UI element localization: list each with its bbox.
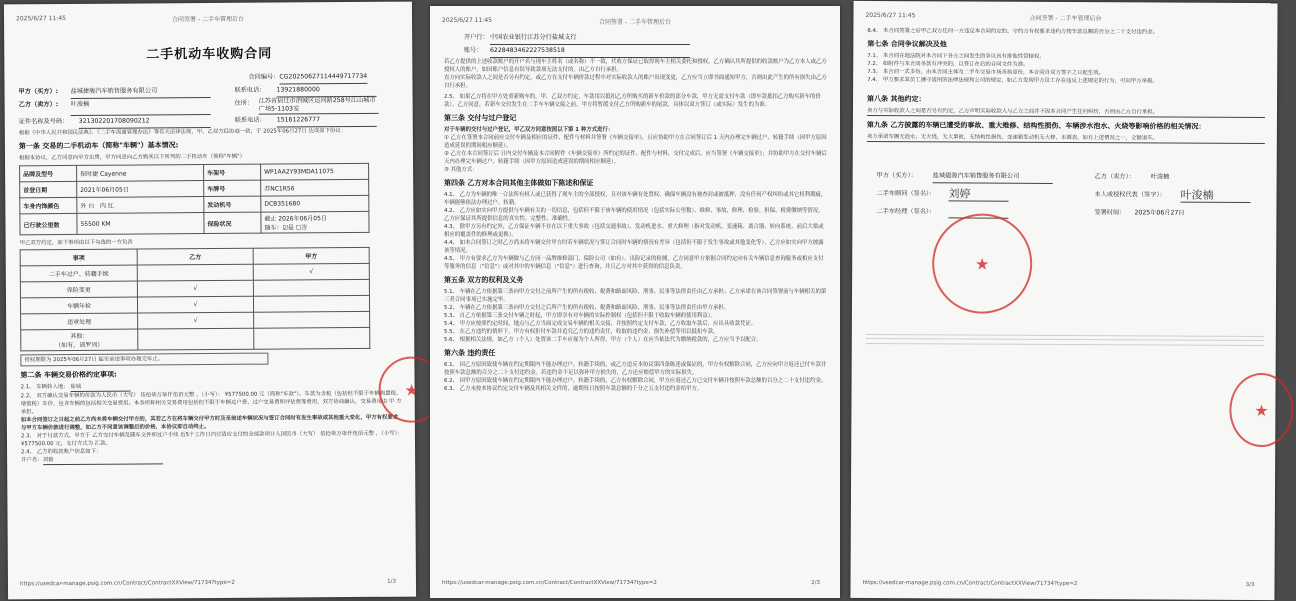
clause-item: 7.4、 甲方要求其员工遵守适用的法律法规和公司的规定，如乙方发现甲方员工存在违反上述规定的行为，可向甲方举报。 — [867, 76, 1158, 85]
section-5-title: 第五条 双方的权利及义务 — [444, 276, 524, 284]
clause-item: 4.4、 如本合同签订之时乙方尚未将车辆交付甲方时若车辆状况与签订合同时车辆的情况有差异（包括但不限于发生事故或其他变化等），乙方应如实向甲方披露该等情况。 — [444, 240, 824, 254]
clause-item: 6.2、 因甲方原因致使车辆在约定期限内不能办理过户、转籍手续的，乙方有权解除合同，甲方应返还乙方已交付车辆并按照车款总额的百分之二十支付违约金。 — [444, 378, 827, 384]
clause-2-4: 2.4、 乙方的收款账户信息如下： — [21, 448, 102, 456]
account-value: 6228483462227538518 — [490, 45, 690, 58]
clause-item: 4.5、 甲方有要求乙方为车辆做与乙方同一品牌维修部门、保险公司（如有）、出险记录的检测，乙方同意甲方依据合同约定向有关车辆信息查询服务或相应支付等服务的信息（"信息"）或对其中的车辆信息（"信息"）进行查询，并且乙方对其中获得的信息负责。 — [444, 256, 824, 270]
party-b-phone: 15161226777 — [277, 114, 377, 128]
duty-header-0: 事项 — [20, 249, 137, 266]
clause-item: 7.3、 本合同一式多份，由本合同主体及二手车交易市场各执壹份，本合同自双方签字之日起生效。 — [867, 68, 1104, 77]
vehicle-table — [19, 163, 369, 235]
clause-item: 5.1、 车辆在乙方依据第三条向甲方交付之前所产生的所有税收、税费和路面风险、刑事、民事等法律责任由乙方承担；乙方承诺在该合同签署前与车辆相关的第三者合同事项已实施完毕。 — [444, 289, 827, 303]
contract-no: CG20250627114449717734 — [279, 71, 367, 85]
color-label: 车身内饰颜色 — [20, 197, 77, 213]
party-b-address: 江苏省宿迁市泗城区运河路258号江山城市广场5-1103室 — [259, 97, 379, 115]
clause-6-4: 6.4、 本合同签署之后甲乙双方任何一方违反本合同约定的，守约方有权要求违约方按车款总额的百分之二十支付违约金。 — [867, 27, 1159, 36]
section-8-text: 卖方与实际收款人之间是否另有约定，乙方声明实际收款人与乙方之间并不因本合同产生任何纠纷，否则由乙方自行承担。 — [867, 107, 1265, 118]
rep-label: 本人或授权代表（签字）： — [1094, 191, 1166, 199]
page-number: 3/3 — [1245, 581, 1255, 589]
duty-party-b[interactable]: √ — [138, 312, 254, 329]
no-label: 否 — [301, 224, 308, 232]
section-6-title: 第六条 违约责任 — [444, 349, 496, 357]
section-9-text: 卖方承诺车辆无泡水，无火烧，无大事故，无结构性损伤，变速箱发动机无大修，未调表，如有上述情况之一，全额退车。 — [867, 133, 1265, 144]
signature-block — [866, 170, 1264, 232]
page-header-title: 合同签署 - 二手车管理后台 — [172, 15, 245, 24]
duty-intro: 甲乙双方约定，如下事项由以下勾选的一方负责 — [19, 239, 133, 247]
brand-label: 品牌及型号 — [20, 165, 77, 181]
clause-item: 5.4、 甲方应按照约定时间，地点与乙方当面完成交易车辆的相关交接，并按照约定支付车款，乙方收取车款后，应出具收款凭证。 — [444, 321, 757, 327]
contract-page-1 — [4, 2, 419, 600]
blank-area — [866, 331, 1264, 349]
manager-label: 二手车经理（签名）： — [876, 208, 936, 216]
section-8-title: 第八条 其他约定： — [867, 94, 926, 104]
checkbox-no[interactable]: ☐ — [295, 224, 302, 232]
page-header-title: 合同签署 - 二手车管理后台 — [1029, 14, 1102, 23]
mileage-unit: KM — [101, 220, 111, 228]
edge-seal: ★ — [1229, 373, 1293, 447]
vin-value: WP1AA2Y93MDA11075 — [261, 163, 369, 180]
page-datetime: 2025/6/27 11:45 — [16, 14, 67, 23]
payee-name: 刘毅 — [43, 455, 163, 465]
section-3-title: 第三条 交付与过户登记 — [444, 114, 517, 122]
insurance-cell — [261, 211, 369, 233]
section-3-intro: 对于车辆的交付与过户登记，甲乙双方同意按照以下第 1 种方式进行： — [444, 127, 614, 133]
duty-party-b[interactable] — [137, 264, 253, 281]
address-label: 住所： — [234, 99, 254, 107]
mileage-value: 55500 — [80, 220, 100, 228]
clause-item: 5.6、 根据相关法规，如乙方（个人）处置该二手车应视为个人所得，甲方（个人）在应当依法代为缴纳税款的，乙方应当予以配合。 — [444, 337, 762, 343]
agent-label: 二手车顾问（签名）： — [876, 190, 936, 198]
section-7-title: 第七条 合同争议解决及他 — [867, 39, 947, 49]
contract-page-3 — [850, 1, 1277, 600]
duty-item: 其他： （如有，请罗列） — [21, 329, 138, 351]
party-a-phone: 13921880000 — [276, 84, 376, 98]
auth-period: 授权期限为 2025年06月27日 起至前述事项办理完毕止。 — [20, 353, 268, 367]
clause-2-1-label: 2.1、 车辆转入地： — [20, 383, 69, 391]
sign-party-b-name: 叶浚楠 — [1150, 173, 1170, 181]
contract-title: 二手机动车收购合同 — [146, 46, 273, 63]
section-2-title: 第二条 车辆交易价格约定事项: — [20, 370, 117, 380]
section-1-desc: 根据本协议，乙方同意向甲方出售，甲方同意向乙方购买以下所列的二手机动车（简称"车辆"） — [18, 153, 246, 162]
id-label: 证件名称及号码： — [18, 117, 69, 126]
engine-value: DCB351680 — [261, 195, 369, 212]
duty-party-a[interactable] — [254, 311, 370, 328]
page-url[interactable]: https://usedcar-manage.psig.com.cn/Contract/ContractXXView/71734?type=2 — [862, 579, 1078, 588]
duty-table — [20, 247, 371, 351]
reg-date-label: 首登日期 — [20, 181, 77, 197]
duty-row — [21, 327, 370, 350]
duty-party-a[interactable] — [253, 295, 369, 312]
page-url[interactable]: https://usedcar-manage.psig.com.cn/Contract/ContractXXView/71734?type=2 — [19, 579, 235, 588]
section-7-list — [867, 52, 1265, 86]
clause-item: 4.3、 除甲方另有约定外，乙方保证车辆不存在以下重大事故（包括交通事故）、发动机进水、重大修理（指对发动机、变速箱、离合器、转向系统、前后大梁或相应的覆盖件的修理或更换）。 — [444, 224, 824, 238]
bank-value: 中国农业银行江苏分行盐城支行 — [490, 32, 690, 45]
section-4-title: 第四条 乙方对本合同其他主体做如下陈述和保证 — [444, 179, 594, 187]
clause-item: 4.1、 乙方为车辆的唯一合法所有权人或已获得了现车主的全部授权，且对该车辆有处置权，确保车辆没有被查封或被抵押，没有任何产权纠纷或其它权利瑕疵，车辆能够依法办理过户、转籍。 — [444, 192, 827, 206]
delivery-option-3: ③ 其他方式： — [444, 167, 478, 173]
clause-item: 5.3、 自乙方依据第三条交付车辆之时起，甲方即享有对车辆的实际控制权（包括但不限于收取车辆的使用利益）。 — [444, 313, 716, 319]
duty-item: 违章处理 — [21, 313, 138, 330]
delivery-option-1: ① 乙方在签署本合同前应交付车辆及相应的证件、配件与材料并签署《车辆交接单》，且应协助甲方在合同签订后 1 天内办理完车辆过户、转籍手续（因甲方原因造成延误的期间相应顺延）。 — [444, 135, 827, 149]
duty-header-1: 乙方 — [137, 248, 253, 265]
engine-label: 发动机号 — [204, 196, 261, 212]
payee-note-1: 若乙方提供的上述收款账户的开户名与现车主姓名（或名称）不一致，代收方保证已取得现车主相关委托和授权。乙方确认其所提供的收款账户为乙方本人或乙方授权人的账户，如因账户信息有误导致款项无法支付的，由乙方自行承担。 — [444, 59, 827, 73]
agent-signature: 刘婷 — [949, 188, 1009, 201]
company-seal: ★ — [932, 213, 1033, 314]
clause-item: 5.5、 在乙方违约的情形下，甲方有权拒付车款并追究乙方的违约责任，收取的违约金、损失补偿等用以抵扣车款。 — [444, 329, 719, 335]
clause-item: 7.1、 本合同在地法院对本合同下各方之间发生的争议具有排他性管辖权。 — [867, 52, 1045, 60]
sign-party-a-name: 盐城捷骏汽车销售服务有限公司 — [933, 170, 1053, 184]
section-6-list — [444, 361, 828, 393]
duty-party-a[interactable] — [254, 327, 370, 349]
section-1-title: 第一条 交易的二手机动车（简称"车辆"）基本情况: — [18, 141, 179, 151]
clause-2-3: 2.3、 对于付款方式，甲方于 乙方交付车辆及随车文件和过户手续 后5个工作日内付清应支付的全部款项计入国民币（大写） 伍拾柒万柒仟伍佰元整 ，（小写）： ¥577500.00 元，支付方式为 汇款。 — [20, 430, 403, 448]
exterior-color: 外 白 — [80, 202, 95, 210]
section-4-list — [444, 191, 828, 271]
duty-item: 二手车过户、转籍手续 — [20, 265, 137, 282]
phone-label-b: 联系电话： — [234, 116, 266, 124]
interior-color: 内 红 — [99, 202, 114, 210]
duty-party-b[interactable] — [138, 328, 254, 350]
plate-value: 苏NC1R56 — [261, 179, 369, 196]
payee-note-2: 直方向实际收款人之间是否另有约定，或乙方在支付车辆价款过程中对实际收款人的账户出现变更，乙方应当立即书面通知甲方，否则由此产生的所有损失由乙方自行承担。 — [444, 75, 827, 89]
plate-label: 车牌号 — [204, 180, 261, 196]
bank-label: 开户行： — [464, 34, 489, 41]
page-datetime: 2025/6/27 11:45 — [865, 11, 916, 20]
party-b-label: 乙方（卖方）: — [18, 101, 59, 109]
contract-no-label: 合同编号： — [248, 73, 280, 81]
duty-item: 车辆年检 — [20, 297, 137, 314]
vin-label: 车架号 — [204, 164, 261, 180]
party-a-name: 盐城捷骏汽车销售服务有限公司 — [70, 85, 210, 99]
sign-time-label: 签署时间： — [1094, 209, 1126, 217]
page-number: 2/3 — [811, 580, 820, 586]
sign-party-a-label: 甲方（买方）： — [876, 172, 917, 180]
party-b-name: 叶浚楠 — [71, 98, 211, 116]
account-label: 账号： — [464, 47, 483, 54]
checkbox-yes[interactable]: ☑ — [282, 224, 288, 232]
party-a-label: 甲方（买方）: — [18, 88, 59, 96]
contract-page-2 — [430, 6, 840, 598]
page-header-title: 合同签署 - 二手车管理后台 — [599, 19, 671, 26]
clause-item: 4.2、 乙方应如实向甲方提供与车辆有关的一切信息，包括但不限于该车辆的使用情况（包括实际公里数）、维修、事故、修理、检验、担保、税费缴纳等情况。乙方应保证其所提供信息的真实性、完整性、准确性。 — [444, 208, 824, 222]
mileage-cell — [77, 213, 204, 235]
page-url[interactable]: https://usedcar-manage.psig.com.cn/Contract/ContractXXView/71734?type=2 — [442, 580, 657, 586]
brand-value: 保时捷 Cayenne — [77, 165, 204, 182]
clause-2-5: 2.5、 如果乙方将在甲方处重新购车的，甲、乙双方约定，车款用以抵扣乙方所购买的新车价款的部分车款，甲方无需支付车款（即车款抵扣乙方购买新车的价款）。乙方同意，若新车交付发生在二手车车辆交接之前，甲方将暂缓支付乙方所购新车的尾款，具体以双方签订（或实际）发生的为准。 — [444, 94, 821, 108]
duty-header-2: 甲方 — [253, 247, 369, 264]
insurance-value: 截止 2026年06月05日 — [264, 215, 327, 223]
section-5-list — [444, 288, 828, 344]
color-value — [77, 197, 204, 214]
clause-2-2: 2.2、 双方确认交易车辆的价款为人民币（大写） 伍拾柒万柒仟伍佰元整 ，（小写）： ¥577500.00 元（简称"车款"）。车款为含税（包括但不限于车辆购置税、增值税）车价，包含车辆的包括相关交易费用。本条所称相关交易费用包括但不限于车辆过户费、过户交易费和评估费等费用，双方协商确认，交易费用由 甲 方承担。 — [20, 390, 402, 416]
duty-party-a[interactable]: √ — [253, 263, 369, 280]
duty-item: 保险变更 — [20, 281, 137, 298]
clause-item: 7.2、 如附件与本合同条款有冲突的，以签订在后的合同文件为准。 — [867, 60, 1029, 68]
duty-party-a[interactable] — [253, 279, 369, 296]
reg-date-value: 2021年06月05日 — [77, 181, 204, 198]
payee-row — [21, 454, 403, 466]
contract-intro: 根据《中华人民共和国民法典》、《二手车流通管理办法》等有关法律法规，甲、乙双方经协商一致，于 2025年06月27日 达成如下协议： — [18, 128, 347, 137]
yes-label: 是 — [287, 224, 294, 232]
duty-party-b[interactable]: √ — [137, 296, 253, 313]
page-datetime: 2025/6/27 11:45 — [442, 17, 492, 24]
insurance-label: 保险状况 — [204, 212, 261, 233]
duty-party-b[interactable]: √ — [137, 280, 253, 297]
rep-signature: 叶浚楠 — [1181, 190, 1251, 203]
phone-label: 联系电话： — [234, 86, 266, 94]
id-number: 321302201708090212 — [79, 115, 211, 129]
sign-party-b-label: 乙方（卖方）： — [1094, 173, 1135, 181]
payee-label: 开户名： — [21, 457, 43, 464]
clause-item: 5.2、 车辆在乙方依据第三条向甲方交付之后所产生的所有税收、税费和路面风险、刑事、民事等法律责任由甲方承担。 — [444, 305, 730, 311]
with-car-label: 随车： — [264, 224, 283, 232]
transfer-location: 盐城 — [70, 383, 130, 392]
clause-item: 6.3、 乙方未按本协议约定交付车辆及其相关文件的，逾期每日按照车款总额的千分之五支付违约金给甲方。 — [444, 386, 703, 392]
mileage-label: 已行驶公里数 — [20, 213, 77, 234]
delivery-option-2: ② 乙方在本合同签订后 日内交付车辆及本合同附件《车辆交接单》所约定的证件、配件与材料，交付完成后，应当签署《车辆交接单》；并协助甲方在交付车辆后 天内办理完车辆过户、转籍手续（因甲方原因造成延误的期间相应顺延）。 — [444, 151, 827, 165]
section-9-title: 第九条 乙方披露的车辆已遭受的事故、重大维修、结构性损伤、车辆涉水泡水、火烧等影响价格的相关情况： — [866, 120, 1206, 131]
company-seal: ★ — [378, 356, 444, 422]
clause-item: 6.1、 因乙方原因致使车辆在约定期限内不能办理过户、转籍手续的，或乙方违反本协议第四条陈述或保证的，甲方有权解除合同，乙方应向甲方返还已付车款并按照车款总额的百分之二十支付违约金。若违约金不足以弥补甲方损失的，乙方还应赔偿甲方的实际损失。 — [444, 362, 827, 376]
page-number: 1/3 — [387, 578, 396, 585]
sign-time: 2025年06月27日 — [1134, 209, 1185, 217]
clause-2-note: 如本合同签订之日起之前乙方尚未将车辆交付甲方的，其若乙方在将车辆交付甲方时及至前述车辆状况与签订合同时有发生事故或其他重大变化，甲方有权要求与甲方车辆价款进行调整，如乙方不同意该调整后的价格，本协议即自动终止。 — [20, 414, 399, 432]
